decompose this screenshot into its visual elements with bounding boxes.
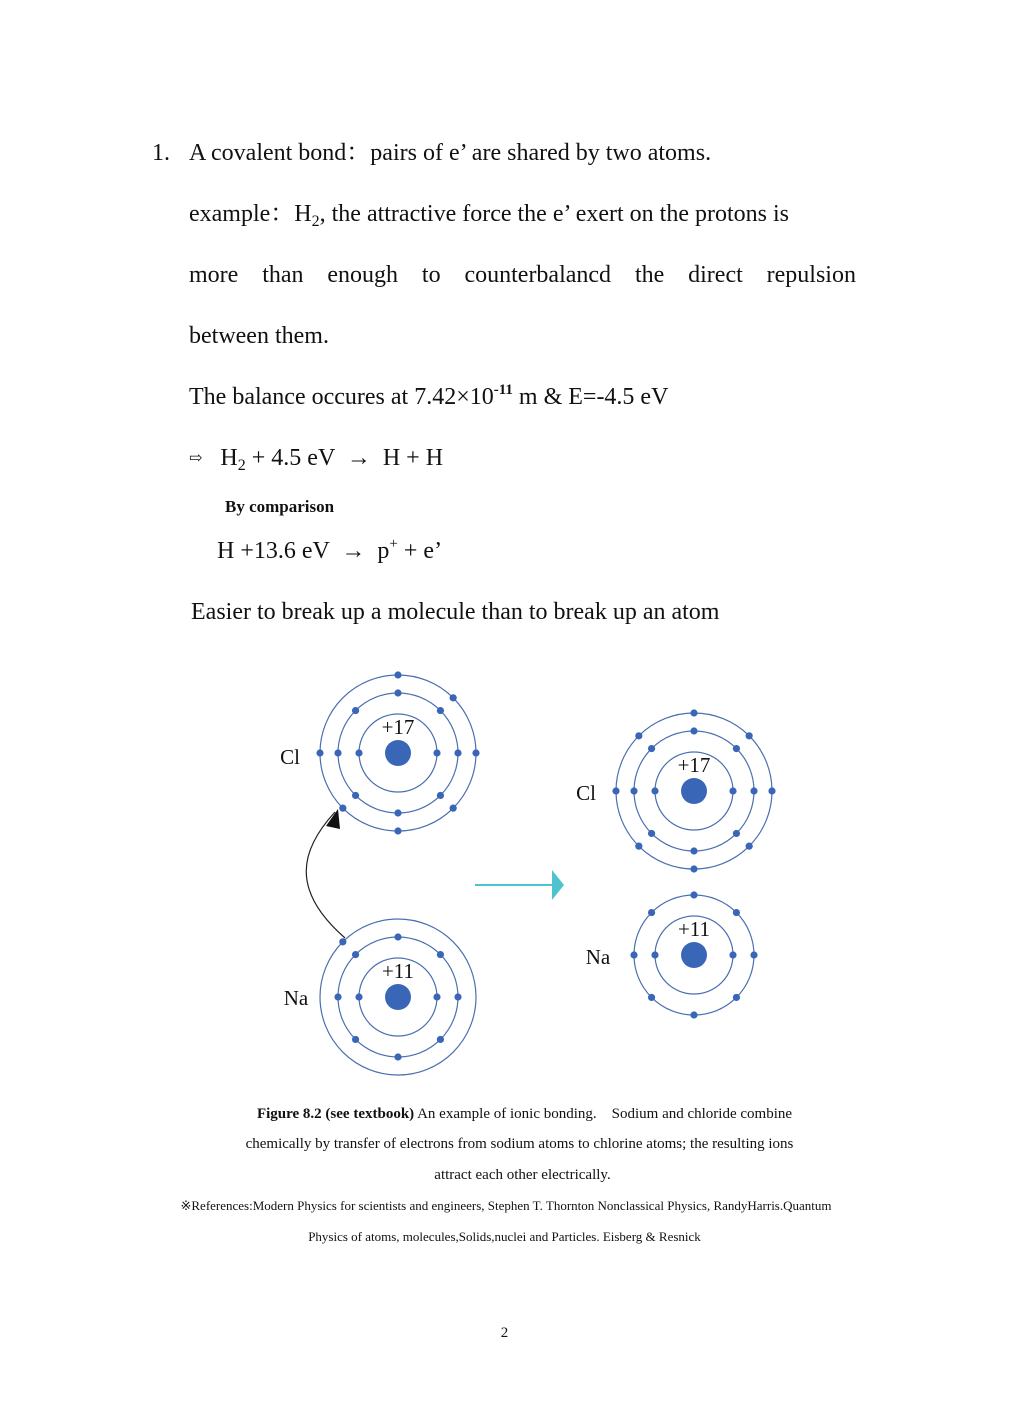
electron [334,749,341,756]
electron [750,951,757,958]
electron [352,792,359,799]
by-comparison: By comparison [225,497,335,516]
electron [648,909,655,916]
element-label: Cl [280,745,300,769]
word: repulsion [766,262,856,288]
conclusion: Easier to break up a molecule than to break up an atom [191,599,720,625]
arrow-icon: ⇨ [189,450,203,467]
electron [651,787,658,794]
electron [450,805,457,812]
electron [733,994,740,1001]
electron [394,1053,401,1060]
electron [437,707,444,714]
word: enough [327,262,399,288]
electron [746,732,753,739]
electron [648,745,655,752]
electron [394,809,401,816]
word: direct [688,262,743,288]
eq1-text-rest: + 4.5 eV → H + H [245,445,444,471]
electron [454,993,461,1000]
electron [339,805,346,812]
electron [630,951,637,958]
electron [746,843,753,850]
electron [394,689,401,696]
electron [690,891,697,898]
electron [630,787,637,794]
electron [394,827,401,834]
electron [316,749,323,756]
page-number: 2 [500,1325,509,1341]
transfer-arrow [306,812,345,938]
eq2-text: H +13.6 eV → p [217,538,390,564]
list-number: 1. [152,140,170,166]
electron [352,951,359,958]
electron [648,830,655,837]
subscript: 2 [237,457,246,474]
electron [394,933,401,940]
electron [690,847,697,854]
electron [355,993,362,1000]
between-line: between them. [189,323,329,349]
caption-line-3: attract each other electrically. [434,1167,611,1183]
word: to [421,262,441,288]
element-label: Na [585,945,611,969]
superscript: + [389,536,398,552]
eq1-text: H [220,445,238,471]
electron [437,951,444,958]
word: the [634,262,665,288]
element-label: Na [283,986,309,1010]
electron [450,694,457,701]
nucleus [681,942,707,968]
electron [612,787,619,794]
caption-label: Figure 8.2 (see textbook) [256,1106,415,1122]
balance-text-rest: m & E=-4.5 eV [512,384,669,410]
caption-text: An example of ionic bonding. Sodium and chloride combine [414,1106,793,1122]
electron [437,1036,444,1043]
electron [729,787,736,794]
word: more [189,262,239,288]
electron [352,707,359,714]
covalent-bond-definition: A covalent bond：pairs of e’ are shared by two atoms. [189,140,712,166]
electron [690,709,697,716]
electron [733,745,740,752]
reaction-arrow-head [552,870,564,900]
transfer-arrow-head [326,809,340,829]
electron [733,830,740,837]
word: than [262,262,304,288]
references-line-2: Physics of atoms, molecules,Solids,nuclei and Particles. Eisberg & Resnick [308,1229,701,1244]
electron [768,787,775,794]
electron [394,671,401,678]
electron [334,993,341,1000]
exponent: -11 [493,382,513,398]
nuclear-charge: +17 [677,753,711,777]
electron [690,865,697,872]
subscript: 2 [311,213,320,230]
electron [472,749,479,756]
nuclear-charge: +11 [677,917,711,941]
electron [733,909,740,916]
nuclear-charge: +11 [381,959,415,983]
word: counterbalancd [464,262,612,288]
nucleus [385,984,411,1010]
electron [690,1011,697,1018]
balance-text: The balance occures at 7.42×10 [189,384,494,410]
nuclear-charge: +17 [381,715,415,739]
eq2-text-rest: + e’ [397,538,443,564]
example-text: example：H [189,201,312,227]
caption-line-2: chemically by transfer of electrons from sodium atoms to chlorine atoms; the resulting ions [245,1136,794,1152]
nucleus [385,740,411,766]
electron [690,727,697,734]
electron [651,951,658,958]
electron [339,938,346,945]
electron [729,951,736,958]
electron [635,732,642,739]
electron [648,994,655,1001]
example-text-rest: , the attractive force the e’ exert on the protons is [319,201,789,227]
electron [352,1036,359,1043]
electron [433,993,440,1000]
electron [635,843,642,850]
electron [454,749,461,756]
electron [355,749,362,756]
references-line-1: ※References:Modern Physics for scientists and engineers, Stephen T. Thornton Nonclassical Physics, RandyHarris.Quantum [180,1198,832,1213]
electron [433,749,440,756]
element-label: Cl [576,781,596,805]
electron [437,792,444,799]
electron [750,787,757,794]
nucleus [681,778,707,804]
